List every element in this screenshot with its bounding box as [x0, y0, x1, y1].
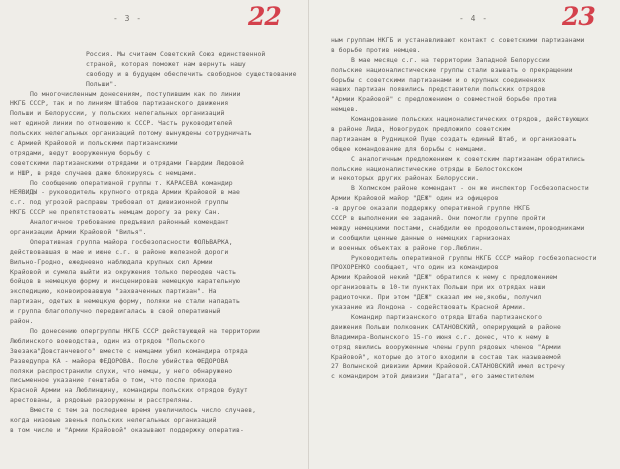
text-line: бойцов в немецкую форму и инсценировав немецкую карательную: [10, 277, 240, 286]
text-line: с Армией Крайовой и польскими партизанскими: [10, 139, 178, 148]
text-line: в том числе и "Армии Крайовой" оказывают поддержку оператив-: [10, 425, 244, 434]
left-page-number: - 3 -: [113, 14, 143, 23]
text-line: По многочисленным донесениям, поступившим как по линии: [30, 89, 241, 98]
text-line: письменное указание генштаба о том, что после прихода: [10, 376, 217, 385]
text-line: радиоточки. При этом "ДЕЖ" сказал им не,якобы, получил: [331, 293, 542, 302]
text-line: НКГБ СССР, так и по линиям Штабов партизанского движения: [10, 99, 229, 108]
text-line: и сообщили ценные данные о немецких гарнизонах: [331, 233, 511, 242]
text-line: экспедицию, конвоировавшую "захваченных партизан". На: [10, 287, 217, 296]
text-line: борьбы с советскими партизанами и о крупных соединениях: [331, 75, 546, 84]
text-line: партизан, одетых в немецкую форму, поляки не стали нападать: [10, 297, 240, 306]
text-line: В мае месяце с.г. на территории Западной Белоруссии: [351, 55, 550, 64]
text-line: Вильно-Гродно, ежедневно наблюдала крупных сил Армии: [10, 257, 213, 266]
text-line: Вместе с тем за последнее время увеличилось число случаев,: [30, 406, 257, 415]
text-line: Командир партизанского отряда Штаба партизанского: [351, 312, 542, 321]
text-line: отряд явились вооруженные члены групп рядовых членов "Армии: [331, 342, 561, 351]
text-line: поляки распространили слухи, что немцы, у него обнаружено: [10, 366, 233, 375]
text-line: 27 Волынской дивизии Армии Крайовой.САТАНОВСКИЙ имел встречу: [331, 362, 565, 371]
text-line: и военных объектах в районе гор.Люблин.: [331, 243, 484, 252]
text-line: действовавшая в мае и июне с.г. в районе железной дороги: [10, 247, 229, 256]
text-line: польских нелегальных организаций потому вынуждены сотрудничать: [10, 129, 252, 138]
text-line: район.: [10, 317, 34, 326]
left-page: [0, 0, 309, 469]
text-line: Аналогичное требование предъявил районный комендант: [30, 218, 229, 227]
text-line: организации Армии Крайовой "Вилья".: [10, 228, 147, 237]
text-line: организовать в 10-ти пунктах Польши при их отрядах наши: [331, 283, 546, 292]
text-line: Оперативная группа майора госбезопасности ФОЛЬВАРКА,: [30, 237, 233, 246]
text-line: -в другое оказали поддержку оперативной группе НКГБ: [331, 204, 530, 213]
text-line: ПРОХОРЕНКО сообщает, что один из командиров: [331, 263, 499, 272]
text-line: НКГБ СССР не препятствовать немцам дорогу за реку Сан.: [10, 208, 221, 217]
text-line: Крайовой", которые до этого входили в состав так называемой: [331, 352, 561, 361]
text-line: общее командование для борьбы с немцами.: [331, 144, 487, 153]
text-line: Руководитель оперативной группы НКГБ СССР майор госбезопасности: [351, 253, 597, 262]
text-line: в районе Лида, Новогрудок предложило советским: [331, 125, 511, 134]
left-page-body: [10, 50, 303, 436]
text-line: С аналогичным предложением к советским партизанам обратились: [351, 154, 585, 163]
text-line: Армии Крайовой некий "ДЕЖ" обратился к нему с предложением: [331, 273, 558, 282]
text-line: партизанам в Рудницкой Пуще создать единый Штаб, и организовать: [331, 134, 577, 143]
text-line: советскими партизанскими отрядами и отрядами Гвардии Людовой: [10, 158, 244, 167]
text-line: ным группам НКГБ и устанавливают контакт с советскими партизанами: [331, 36, 585, 44]
text-line: когда низовые звенья польских нелегальных организаций: [10, 415, 217, 424]
text-line: нет единой линии по отношению к СССР. Часть руководителей: [10, 119, 233, 128]
text-line: между немецкими постами, снабдили ее продовольствием,проводниками: [331, 223, 585, 232]
text-line: с командиром этой дивизии "Дагата", его заместителем: [331, 372, 534, 381]
text-line: движения Польши полковник САТАНОВСКИЙ, оперирующий в районе: [331, 322, 561, 331]
text-line: По донесению опергруппы НКГБ СССР действующей на территории: [30, 326, 260, 335]
text-line: в борьбе против немцев.: [331, 45, 421, 54]
text-line: СССР в выполнении ее заданий. Они помогли группе пройти: [331, 214, 546, 223]
text-line: НЕЯВИДЫ - руководитель крупного отряда Армии Крайовой в мае: [10, 188, 240, 197]
text-line: наших партизан появились представители польских отрядов: [331, 85, 546, 94]
text-line: и НШР, в ряде случаев даже блокируясь с немцами.: [10, 168, 198, 177]
text-line: По сообщению оперативной группы т. КАРАСЕВА командир: [30, 178, 233, 187]
text-line: В Холмском районе комендант - он же инспектор Госбезопасности: [351, 184, 589, 193]
text-line: Звезака"Довстанчевого" вместе с немцами убил командира отряда: [10, 346, 248, 355]
text-line: Польши и Белоруссии, у польских нелегальных организаций: [10, 109, 225, 118]
text-line: страной, которая поможет нам вернуть нашу: [86, 59, 246, 68]
text-line: с.г. под угрозой расправы требовал от дивизионной группы: [10, 198, 229, 207]
text-line: арестованы, а рядовые разоружены и расстреляны.: [10, 396, 194, 405]
right-page: [309, 0, 620, 469]
text-line: Россия. Мы считаем Советский Союз единственной: [86, 50, 266, 58]
text-line: и группа благополучно передвигалась в свой оперативный: [10, 307, 221, 316]
text-line: Разведупра КА - майора ФЕДОРОВА. После убийства ФЕДОРОВА: [10, 356, 229, 365]
text-line: Командование польских националистических отрядов, действующих: [351, 115, 589, 124]
text-line: немцев.: [331, 105, 359, 114]
text-line: Люблинского воеводства, один из отрядов "Польского: [10, 336, 205, 345]
text-line: Польши".: [86, 79, 118, 88]
text-line: свободу и в будущем обеспечить свободное существование: [86, 69, 297, 78]
text-line: Владимира-Волынского 15-го июня с.г. донес, что к нему в: [331, 332, 550, 341]
text-line: Армии Крайовой майор "ДЕЖ" один из офицеров: [331, 194, 499, 203]
left-handwritten-number: 22: [248, 2, 281, 31]
text-line: Красной Армии на Люблинщину, командиры польских отрядов будут: [10, 386, 248, 395]
text-line: польские националистические группы стали взывать о прекращении: [331, 65, 573, 74]
text-line: "Армии Крайовой" с предложением о совместной борьбе против: [331, 95, 558, 104]
text-line: указание из Лондона - содействовать Красной Армии.: [331, 303, 526, 312]
text-line: Крайовой и сумела выйти из окружения только переодев часть: [10, 267, 237, 276]
right-page-number: - 4 -: [459, 14, 489, 23]
text-line: польские националистические отряды в Белостокском: [331, 164, 522, 173]
text-line: отрядами, ведут вооруженную борьбу с: [10, 148, 151, 157]
right-handwritten-number: 23: [562, 2, 595, 31]
text-line: и некоторых других районах Белоруссии.: [331, 174, 480, 183]
right-page-body: [331, 36, 612, 382]
